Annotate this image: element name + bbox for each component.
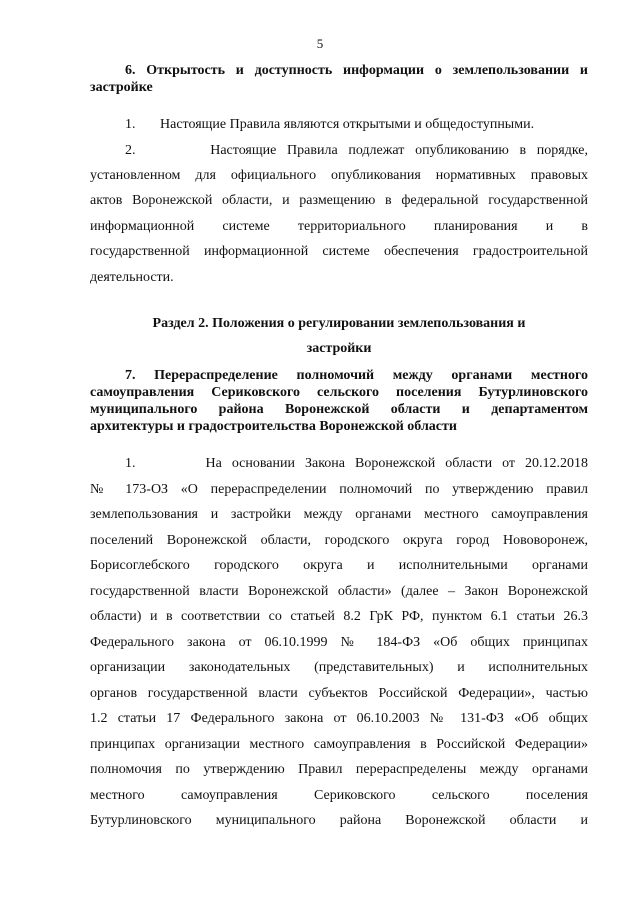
section-7-item-1-line: принципах организации местного самоуправления в Российской Федерации» bbox=[90, 737, 588, 752]
section-7-item-1-line: организации законодательных (представительных) и исполнительных bbox=[90, 660, 588, 675]
section-2-title-line-2: застройки bbox=[306, 341, 372, 356]
section-7-item-1-line: 1.2 статьи 17 Федерального закона от 06.10.2003 № 131-ФЗ «Об общих bbox=[90, 711, 588, 726]
section-7-heading-line: архитектуры и градостроительства Воронежской области bbox=[90, 419, 457, 434]
section-7-item-1-line: № 173-ОЗ «О перераспределении полномочий по утверждению правил bbox=[90, 482, 588, 497]
page-number: 5 bbox=[316, 36, 324, 51]
section-7-item-1-line: области) и в соответствии со статьей 8.2 ГрК РФ, пунктом 6.1 статьи 26.3 bbox=[90, 609, 588, 624]
section-6-item-2-line: деятельности. bbox=[90, 270, 174, 285]
section-7-item-1-line: государственной власти Воронежской области» (далее – Закон Воронежской bbox=[90, 584, 588, 599]
section-7-item-1-line: полномочия по утверждению Правил перераспределены между органами bbox=[90, 762, 588, 777]
section-6-item-2-line: актов Воронежской области, и размещению в федеральной государственной bbox=[90, 193, 588, 208]
section-7-item-1-line: органов государственной власти субъектов Российской Федерации», частью bbox=[90, 686, 588, 701]
section-6-item-2-line: государственной информационной системе обеспечения градостроительной bbox=[90, 244, 588, 259]
section-6-item-2-line: 2. Настоящие Правила подлежат опубликованию в порядке, bbox=[125, 143, 588, 158]
section-7-item-1-line: 1. На основании Закона Воронежской области от 20.12.2018 bbox=[125, 456, 588, 471]
section-6-heading-line-1: 6. Открытость и доступность информации о землепользовании и bbox=[125, 63, 588, 78]
section-7-item-1-line: Борисоглебского городского округа и исполнительными органами bbox=[90, 558, 588, 573]
section-7-item-1-line: Бутурлиновского муниципального района Воронежской области и bbox=[90, 813, 588, 828]
section-2-title-line-1: Раздел 2. Положения о регулировании землепользования и bbox=[152, 316, 526, 331]
section-6-heading-line-2: застройке bbox=[90, 80, 153, 95]
section-7-item-1-line: землепользования и застройки между органами местного самоуправления bbox=[90, 507, 588, 522]
section-6-item-1: 1. Настоящие Правила являются открытыми и общедоступными. bbox=[125, 117, 535, 132]
section-7-heading-line: муниципального района Воронежской области и департаментом bbox=[90, 402, 588, 417]
section-7-heading-line: самоуправления Сериковского сельского поселения Бутурлиновского bbox=[90, 385, 588, 400]
section-7-heading-line: 7. Перераспределение полномочий между органами местного bbox=[125, 368, 588, 383]
section-7-item-1-line: местного самоуправления Сериковского сельского поселения bbox=[90, 788, 588, 803]
section-6-item-2-line: установленном для официального опубликования нормативных правовых bbox=[90, 168, 588, 183]
section-7-item-1-line: поселений Воронежской области, городского округа город Нововоронеж, bbox=[90, 533, 588, 548]
section-6-item-2-line: информационной системе территориального планирования и в bbox=[90, 219, 588, 234]
section-7-item-1-line: Федерального закона от 06.10.1999 № 184-ФЗ «Об общих принципах bbox=[90, 635, 588, 650]
